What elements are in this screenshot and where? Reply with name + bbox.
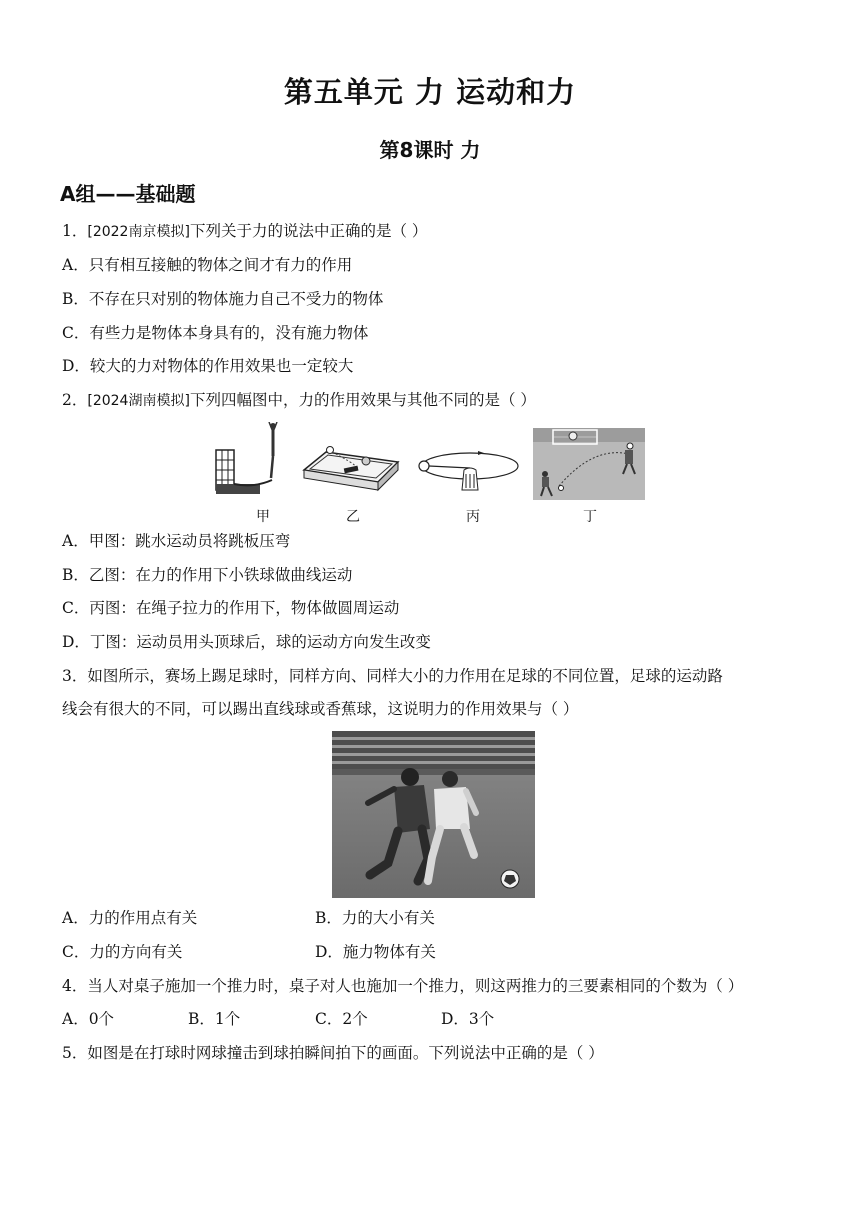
section-heading: A组——基础题 xyxy=(60,182,196,206)
q2-option-d: D．丁图：运动员用头顶球后，球的运动方向发生改变 xyxy=(62,633,431,651)
question-1-stem xyxy=(62,220,427,243)
question-3-stem-line2: 线会有很大的不同，可以踢出直线球或香蕉球，这说明力的作用效果与（ ） xyxy=(62,700,579,718)
q3-option-c: C．力的方向有关 xyxy=(62,943,183,961)
figure-diving-board xyxy=(214,422,286,498)
figure-label-ding: 丁 xyxy=(583,509,597,525)
question-number: 2． xyxy=(62,391,88,409)
q4-option-d: D．3个 xyxy=(441,1010,495,1028)
q3-option-d: D．施力物体有关 xyxy=(315,943,436,961)
q2-option-a: A．甲图：跳水运动员将跳板压弯 xyxy=(62,532,291,550)
question-3-stem-line1: 3．如图所示，赛场上踢足球时，同样方向、同样大小的力作用在足球的不同位置，足球的运动路 xyxy=(62,667,723,685)
q4-option-b: B．1个 xyxy=(188,1010,241,1028)
question-text: 下列四幅图中，力的作用效果与其他不同的是（ ） xyxy=(189,391,536,409)
source-tag: [2022南京模拟] xyxy=(87,224,190,240)
q2-option-c: C．丙图：在绳子拉力的作用下，物体做圆周运动 xyxy=(62,599,400,617)
question-text: 下列关于力的说法中正确的是（ ） xyxy=(189,222,428,240)
q1-option-a: A．只有相互接触的物体之间才有力的作用 xyxy=(62,256,353,274)
unit-title: 第五单元 力 运动和力 xyxy=(283,75,577,109)
q4-option-c: C．2个 xyxy=(315,1010,368,1028)
figure-ball-magnet xyxy=(300,440,402,496)
question-5-stem: 5．如图是在打球时网球撞击到球拍瞬间拍下的画面。下列说法中正确的是（ ） xyxy=(62,1044,604,1062)
source-tag: [2024湖南模拟] xyxy=(87,393,190,409)
figure-label-yi: 乙 xyxy=(346,509,360,525)
question-4-stem: 4．当人对桌子施加一个推力时，桌子对人也施加一个推力，则这两推力的三要素相同的个数为（ ） xyxy=(62,977,744,995)
q2-option-b: B．乙图：在力的作用下小铁球做曲线运动 xyxy=(62,566,353,584)
q3-option-a: A．力的作用点有关 xyxy=(62,909,198,927)
lesson-title: 第8课时 力 xyxy=(379,138,481,162)
figure-header-football xyxy=(533,428,645,500)
q3-option-b: B．力的大小有关 xyxy=(315,909,435,927)
figure-circular-motion xyxy=(414,446,522,498)
figure-label-bing: 丙 xyxy=(466,509,480,525)
q1-option-b: B．不存在只对别的物体施力自己不受力的物体 xyxy=(62,290,384,308)
figure-label-jia: 甲 xyxy=(256,509,270,525)
q4-option-a: A．0个 xyxy=(62,1010,115,1028)
q1-option-c: C．有些力是物体本身具有的，没有施力物体 xyxy=(62,324,369,342)
question-2-stem xyxy=(62,389,536,412)
question-number: 1． xyxy=(62,222,88,240)
q1-option-d: D．较大的力对物体的作用效果也一定较大 xyxy=(62,357,354,375)
figure-football-photo xyxy=(332,731,535,898)
